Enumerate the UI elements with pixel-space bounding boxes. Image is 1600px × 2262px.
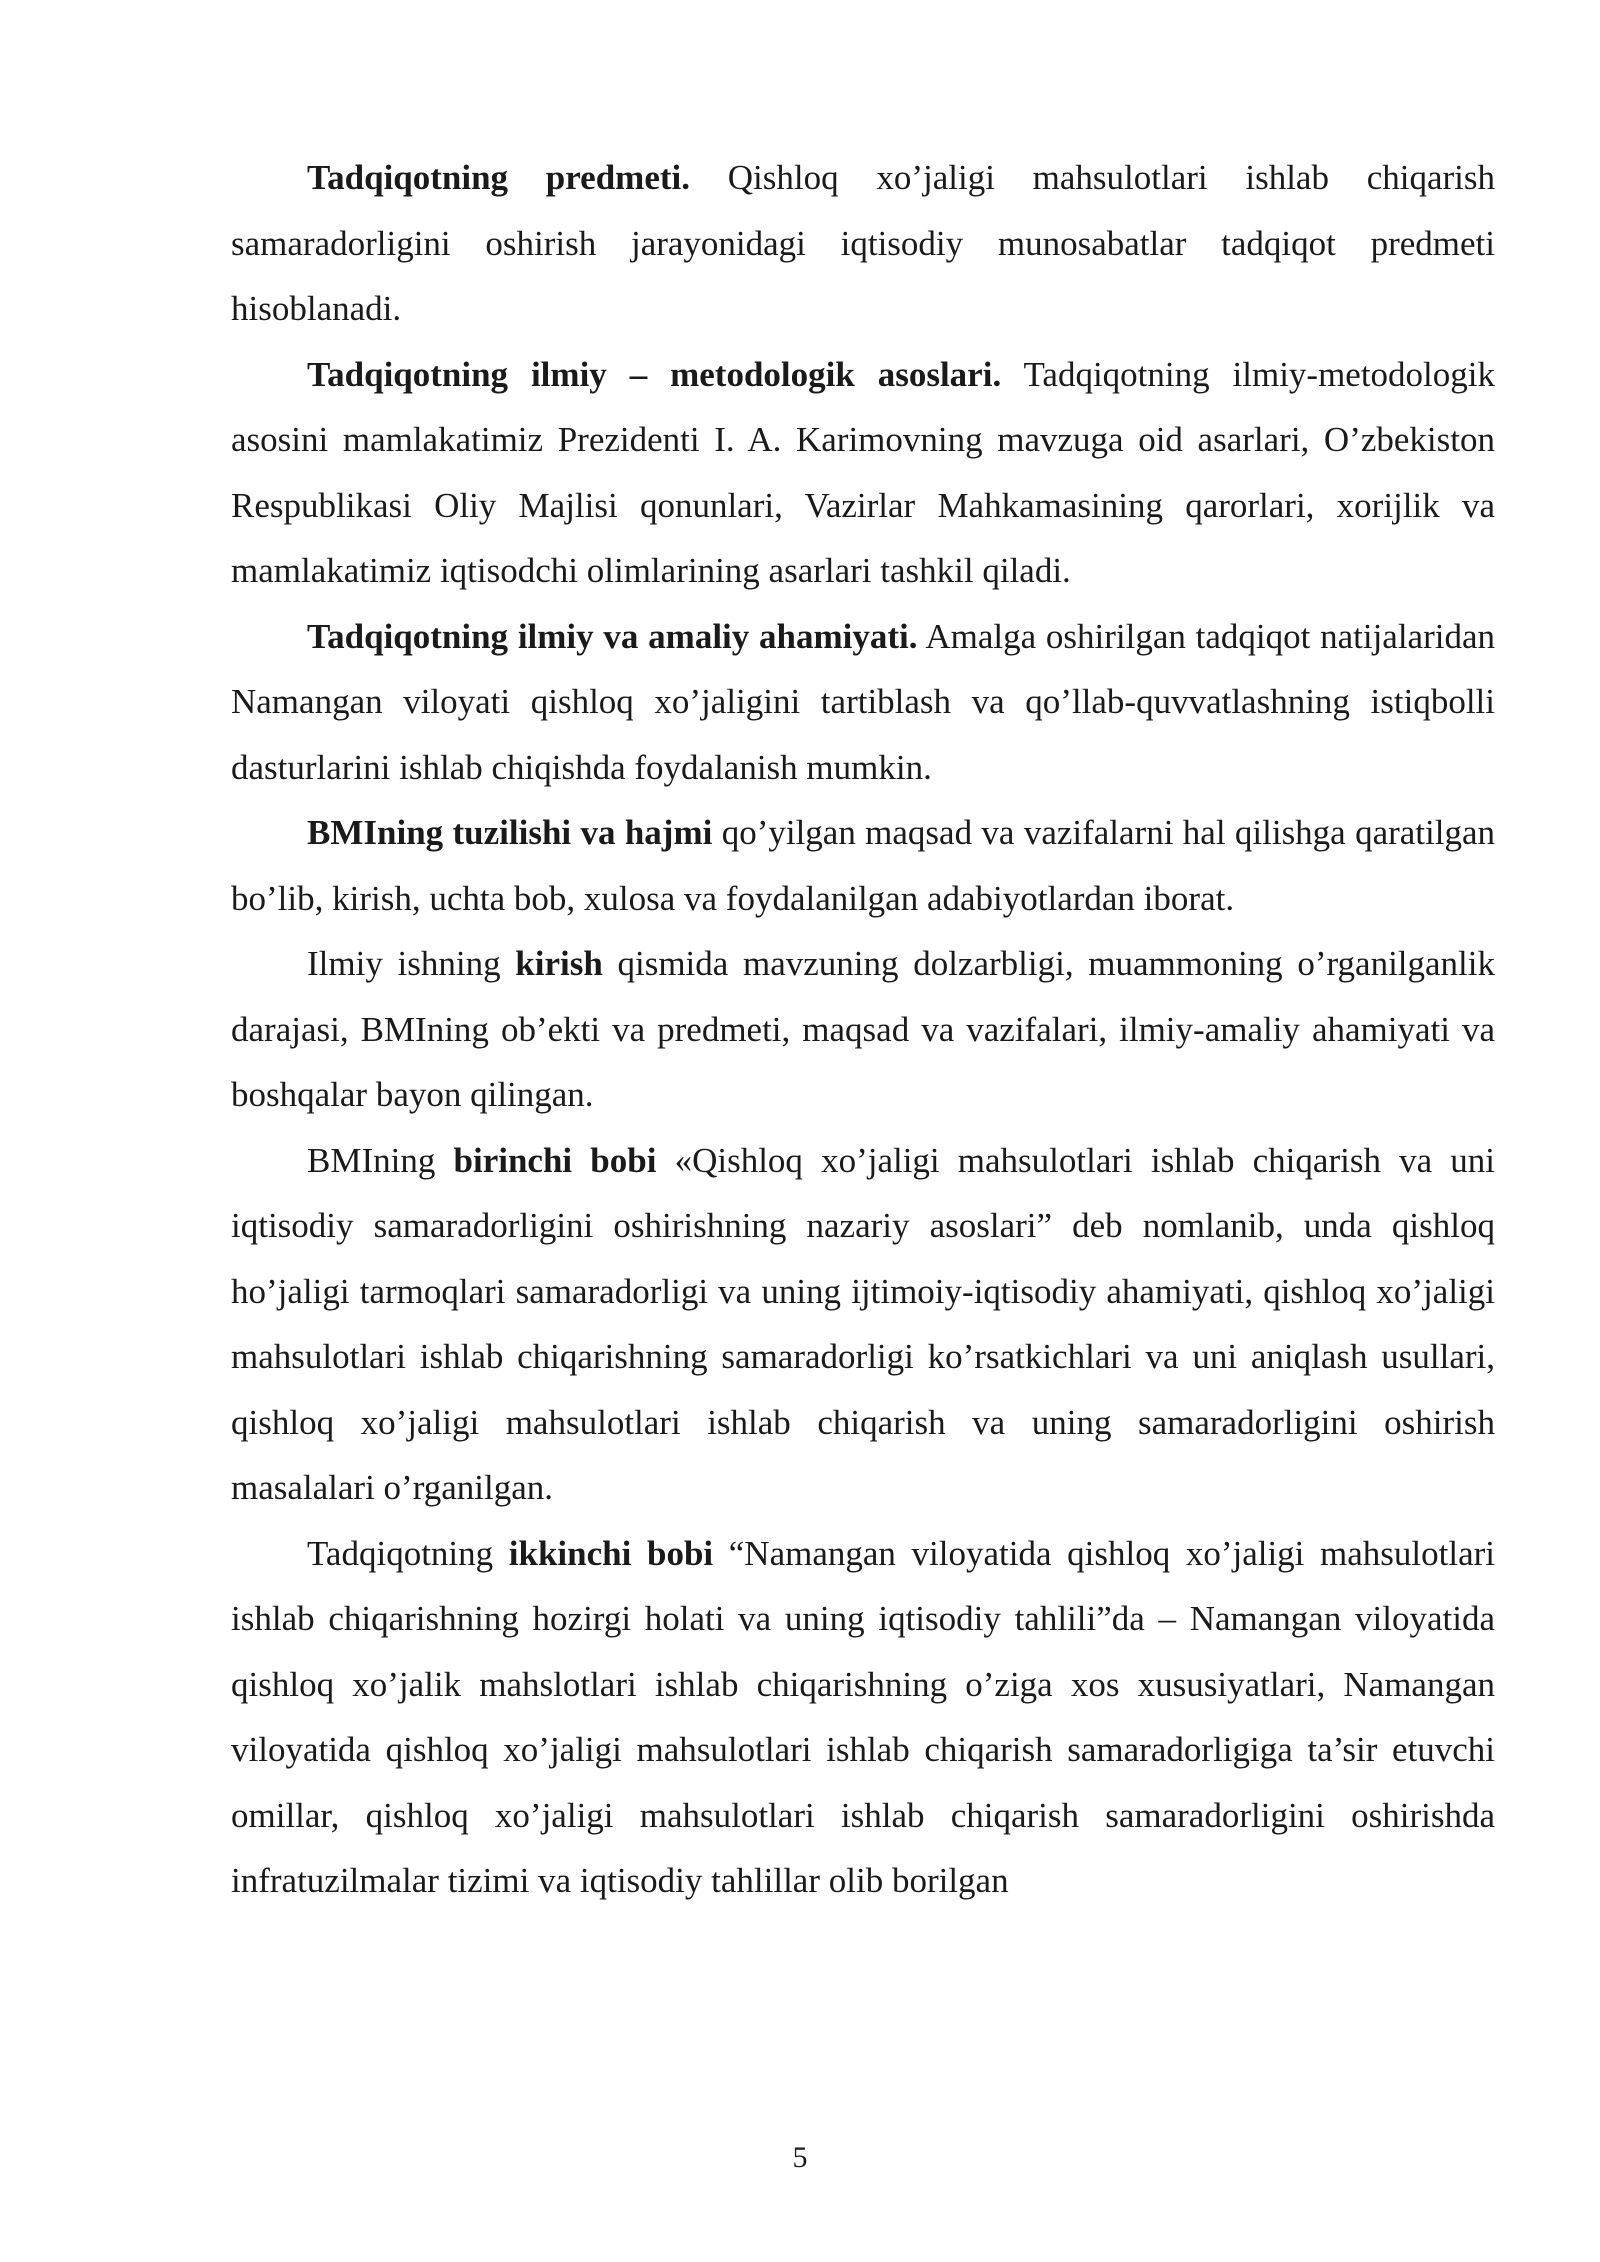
heading-subject: Tadqiqotning predmeti. [307,158,690,197]
text-chapter-one: «Qishloq xo’jaligi mahsulotlari ishlab chiqarish va uni iqtisodiy samaradorligini oshirishning nazariy asoslari” deb nomlanib, unda qishloq ho’jaligi tarmoqlari samaradorligi va uning ijtimoiy-iqtisodiy ahamiyati, qishloq xo’jaligi mahsulotlari ishlab chiqarishning samaradorligi ko’rsatkichlari va uni aniqlash usullari, qishloq xo’jaligi mahsulotlari ishlab chiqarish va uning samaradorligini oshirish masalalari o’rganilgan. [231,1140,1495,1507]
text-methodology: Tadqiqotning ilmiy-metodologik asosini mamlakatimiz Prezidenti I. A. Karimovning mavzuga oid asarlari, O’zbekiston Respublikasi Oliy Majlisi qonunlari, Vazirlar Mahkamasining qarorlari, xorijlik va mamlakatimiz iqtisodchi olimlarining asarlari tashkil qiladi. [231,354,1495,590]
text-chapter-two: “Namangan viloyatida qishloq xo’jaligi mahsulotlari ishlab chiqarishning hozirgi holati va uning iqtisodiy tahlili”da – Namangan viloyatida qishloq xo’jalik mahslotlari ishlab chiqarishning o’ziga xos xususiyatlari, Namangan viloyatida qishloq xo’jaligi mahsulotlari ishlab chiqarish samaradorligiga ta’sir etuvchi omillar, qishloq xo’jaligi mahsulotlari ishlab chiqarish samaradorligini oshirishda infratuzilmalar tizimi va iqtisodiy tahlillar olib borilgan [231,1533,1495,1900]
heading-chapter-two: ikkinchi bobi [508,1533,714,1573]
lead-chapter-one: BMIning [307,1140,454,1180]
paragraph-subject [231,145,1495,342]
paragraph-methodology [231,342,1495,604]
paragraph-introduction [231,931,1495,1128]
heading-structure: BMIning tuzilishi va hajmi [307,813,713,852]
page-number: 5 [792,2141,808,2174]
paragraph-significance [231,604,1495,801]
text-significance: Amalga oshirilgan tadqiqot natijalaridan Namangan viloyati qishloq xo’jaligini tartiblash va qo’llab-quvvatlashning istiqbolli dasturlarini ishlab chiqishda foydalanish mumkin. [231,616,1495,787]
heading-introduction: kirish [515,944,603,983]
text-subject: Qishloq xo’jaligi mahsulotlari ishlab chiqarish samaradorligini oshirish jarayonidagi iqtisodiy munosabatlar tadqiqot predmeti hisoblanadi. [231,158,1496,328]
document-body [231,145,1495,1914]
paragraph-structure [231,800,1495,931]
heading-methodology: Tadqiqotning ilmiy – metodologik asoslari. [307,354,1002,394]
heading-significance: Tadqiqotning ilmiy va amaliy ahamiyati. [307,616,918,656]
lead-introduction: Ilmiy ishning [307,944,516,983]
lead-chapter-two: Tadqiqotning [307,1533,509,1573]
paragraph-chapter-one [231,1128,1495,1521]
paragraph-chapter-two [231,1521,1495,1914]
text-structure: qo’yilgan maqsad va vazifalarni hal qilishga qaratilgan bo’lib, kirish, uchta bob, xulosa va foydalanilgan adabiyotlardan iborat. [231,813,1495,918]
heading-chapter-one: birinchi bobi [453,1140,657,1180]
text-introduction: qismida mavzuning dolzarbligi, muammoning o’rganilganlik darajasi, BMIning ob’ekti va predmeti, maqsad va vazifalari, ilmiy-amaliy ahamiyati va boshqalar bayon qilingan. [231,944,1495,1114]
